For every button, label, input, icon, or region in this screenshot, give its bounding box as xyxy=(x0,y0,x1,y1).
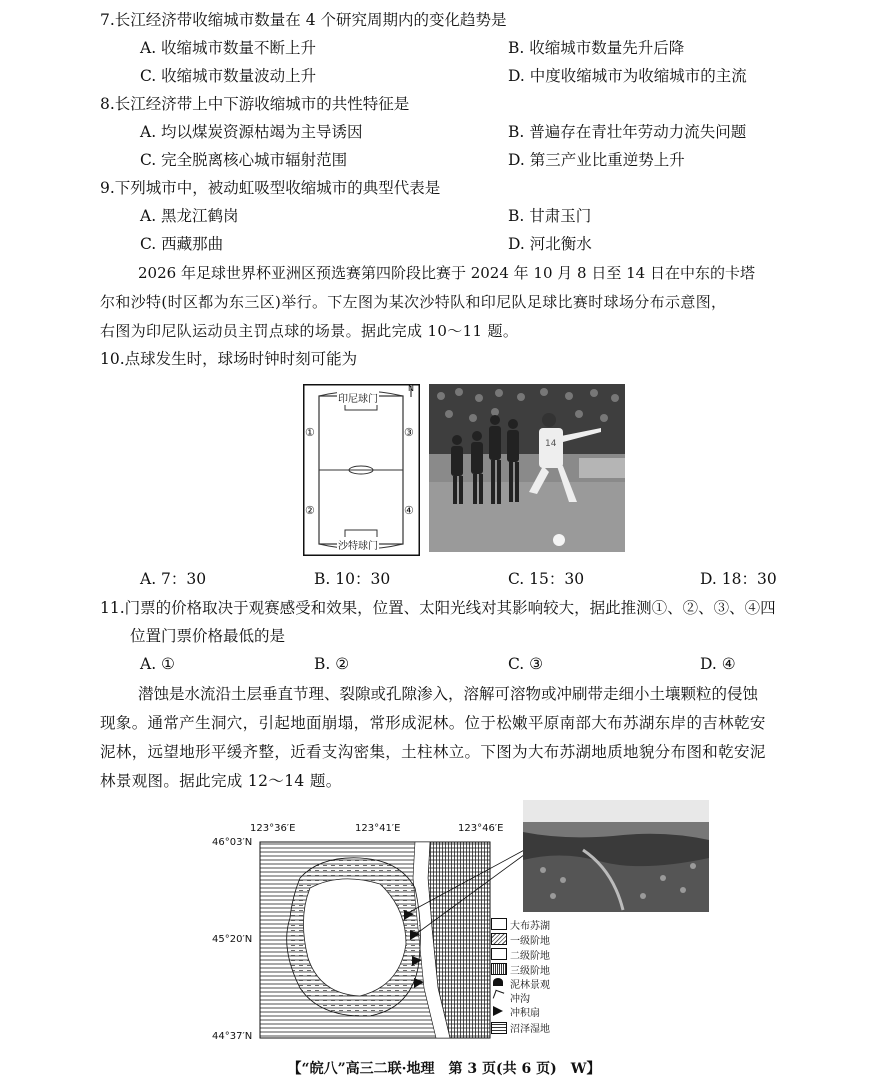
lat-label-2: 45°20′N xyxy=(212,934,253,945)
photo-jersey-number: 14 xyxy=(545,439,557,449)
q10-stem: 10.点球发生时，球场时钟时刻可能为 xyxy=(100,350,358,368)
q7-option-c: C. 收缩城市数量波动上升 xyxy=(140,67,317,85)
q8-option-a: A. 均以煤炭资源枯竭为主导诱因 xyxy=(140,123,363,141)
legend-terrace3-swatch xyxy=(491,963,507,975)
q10-option-c: C. 15：30 xyxy=(508,570,585,588)
lon-label-2: 123°41′E xyxy=(355,823,401,834)
intro2-line-4: 林景观图。据此完成 12～14 题。 xyxy=(100,772,342,790)
top-goal-label: 印尼球门 xyxy=(337,390,379,405)
intro2-line-1: 潜蚀是水流沿土层垂直节理、裂隙或孔隙渗入，溶解可溶物或冲刷带走细小土壤颗粒的侵蚀 xyxy=(138,685,759,703)
q8-option-d: D. 第三产业比重逆势上升 xyxy=(508,151,685,169)
marker-1: ① xyxy=(305,426,315,439)
lon-label-3: 123°46′E xyxy=(458,823,504,834)
mud-forest-icon xyxy=(493,978,503,986)
q10-option-d: D. 18：30 xyxy=(700,570,777,588)
legend-terrace-2: 二级阶地 xyxy=(510,951,550,962)
intro1-line-1: 2026 年足球世界杯亚洲区预选赛第四阶段比赛于 2024 年 10 月 8 日至 14 日在中东的卡塔 xyxy=(138,264,755,282)
marker-4: ④ xyxy=(404,504,414,517)
q9-option-d: D. 河北衡水 xyxy=(508,235,592,253)
lat-label-3: 44°37′N xyxy=(212,1031,253,1042)
intro1-line-2: 尔和沙特(时区都为东三区)举行。下左图为某次沙特队和印尼队足球比赛时球场分布示意图， xyxy=(100,293,727,311)
marker-2: ② xyxy=(305,504,315,517)
q8-stem: 8.长江经济带上中下游收缩城市的共性特征是 xyxy=(100,95,410,113)
legend-mud-forest: 泥林景观 xyxy=(510,980,550,991)
q7-option-d: D. 中度收缩城市为收缩城市的主流 xyxy=(508,67,747,85)
legend-gully: 冲沟 xyxy=(510,994,530,1005)
legend-lake: 大布苏湖 xyxy=(510,921,550,932)
legend-terrace-1: 一级阶地 xyxy=(510,936,550,947)
legend-terrace2-swatch xyxy=(491,948,507,960)
legend-terrace-3: 三级阶地 xyxy=(510,966,550,977)
legend-terrace1-swatch xyxy=(491,933,507,945)
intro2-line-2: 现象。通常产生洞穴，引起地面崩塌，常形成泥林。位于松嫩平原南部大布苏湖东岸的吉林乾安 xyxy=(100,714,766,732)
q7-option-a: A. 收缩城市数量不断上升 xyxy=(140,39,317,57)
q9-stem: 9.下列城市中，被动虹吸型收缩城市的典型代表是 xyxy=(100,179,441,197)
legend-lake-swatch xyxy=(491,918,507,930)
map-legend xyxy=(491,918,601,1043)
q11-option-a: A. ① xyxy=(140,655,175,673)
q7-stem: 7.长江经济带收缩城市数量在 4 个研究周期内的变化趋势是 xyxy=(100,11,507,29)
bottom-goal-label: 沙特球门 xyxy=(337,537,379,552)
marker-3: ③ xyxy=(404,426,414,439)
penalty-kick-photo xyxy=(429,384,625,552)
page-footer: 【“皖八”高三二联·地理 第 3 页(共 6 页) W】 xyxy=(287,1061,601,1077)
gully-icon xyxy=(493,990,505,1002)
q9-option-c: C. 西藏那曲 xyxy=(140,235,224,253)
q11-option-d: D. ④ xyxy=(700,655,736,673)
q10-option-b: B. 10：30 xyxy=(314,570,391,588)
legend-wetland: 沼泽湿地 xyxy=(510,1024,550,1035)
q8-option-c: C. 完全脱离核心城市辐射范围 xyxy=(140,151,348,169)
legend-alluvial-fan: 冲积扇 xyxy=(510,1008,540,1019)
football-field-diagram xyxy=(303,384,420,556)
lon-label-1: 123°36′E xyxy=(250,823,296,834)
q7-option-b: B. 收缩城市数量先升后降 xyxy=(508,39,685,57)
q9-option-a: A. 黑龙江鹤岗 xyxy=(140,207,239,225)
q8-option-b: B. 普遍存在青壮年劳动力流失问题 xyxy=(508,123,747,141)
q11-option-c: C. ③ xyxy=(508,655,544,673)
alluvial-fan-icon xyxy=(493,1006,503,1016)
q11-stem-line-2: 位置门票价格最低的是 xyxy=(130,627,286,645)
intro1-line-3: 右图为印尼队运动员主罚点球的场景。据此完成 10～11 题。 xyxy=(100,322,519,340)
intro2-line-3: 泥林，远望地形平缓齐整，近看支沟密集，土柱林立。下图为大布苏湖地质地貌分布图和乾安泥 xyxy=(100,743,766,761)
north-arrow-icon: N xyxy=(408,384,414,393)
legend-wetland-swatch xyxy=(491,1022,507,1034)
q9-option-b: B. 甘肃玉门 xyxy=(508,207,592,225)
lat-label-1: 46°03′N xyxy=(212,837,253,848)
q11-stem-line-1: 11.门票的价格取决于观赛感受和效果，位置、太阳光线对其影响较大，据此推测①、②、③、④四 xyxy=(100,599,776,617)
q11-option-b: B. ② xyxy=(314,655,350,673)
mud-forest-photo xyxy=(523,800,709,912)
q10-option-a: A. 7：30 xyxy=(140,570,207,588)
